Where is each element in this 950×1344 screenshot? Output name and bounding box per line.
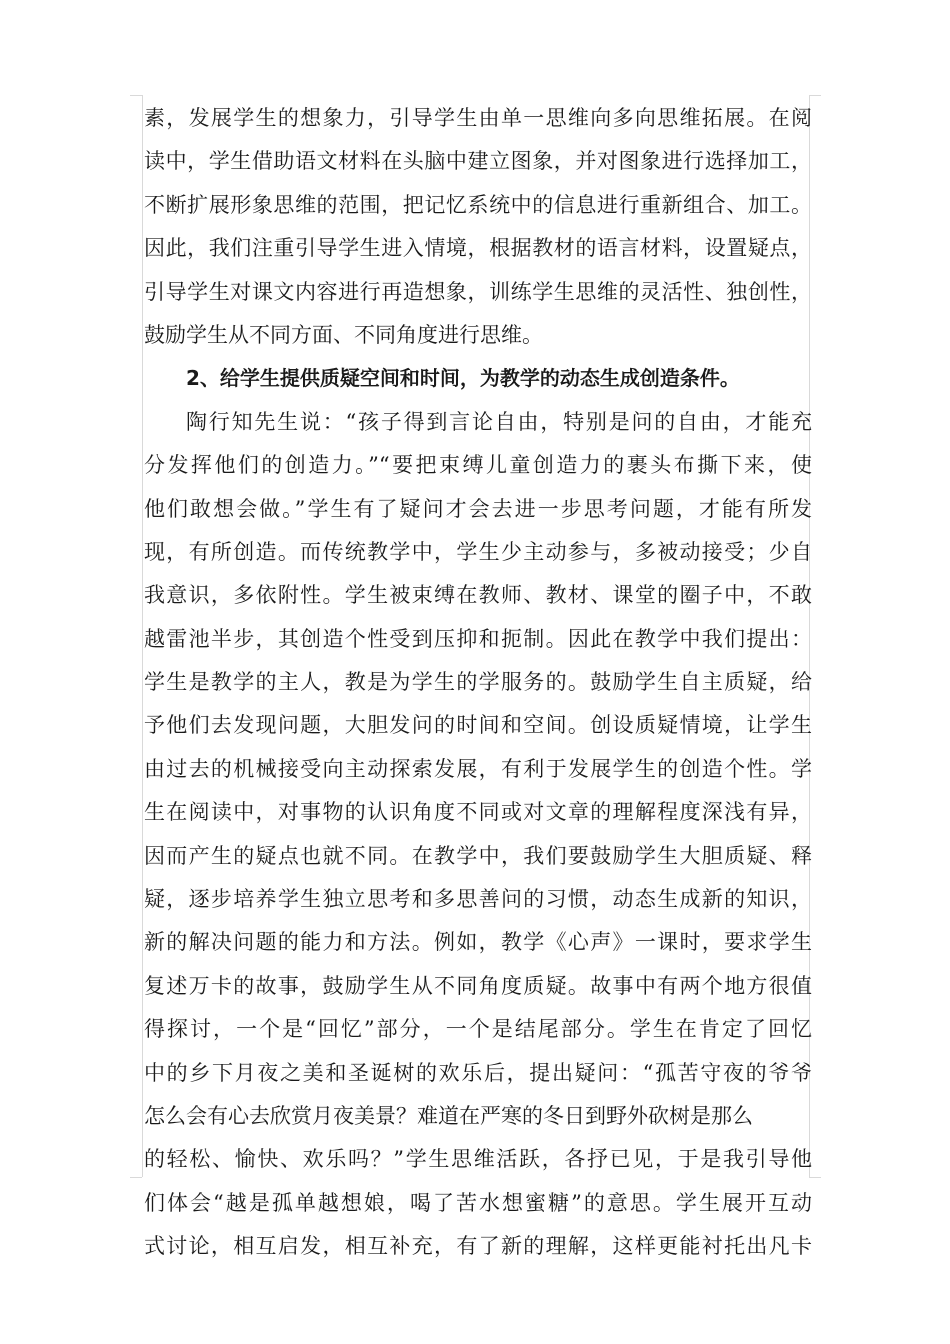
paragraph-line: 读中，学生借助语文材料在头脑中建立图象，并对图象进行选择加工， — [144, 149, 812, 174]
paragraph-line: 式讨论，相互启发，相互补充，有了新的理解，这样更能衬托出凡卡 — [144, 1234, 812, 1259]
paragraph-line: 不断扩展形象思维的范围，把记忆系统中的信息进行重新组合、加工。 — [144, 192, 812, 217]
paragraph-line: 中的乡下月夜之美和圣诞树的欢乐后，提出疑问：“孤苦守夜的爷爷 — [144, 1060, 812, 1085]
text-area-left-guide — [142, 95, 143, 1177]
paragraph-line: 我意识，多依附性。学生被束缚在教师、教材、课堂的圈子中，不敢 — [144, 583, 812, 608]
paragraph-line: 分发挥他们的创造力。”“要把束缚儿童创造力的裹头布撕下来，使 — [144, 453, 812, 478]
paragraph-line: 鼓励学生从不同方面、不同角度进行思维。 — [144, 322, 543, 347]
paragraph-line: 怎么会有心去欣赏月夜美景？难道在严寒的冬日到野外砍树是那么 — [144, 1103, 753, 1128]
paragraph-line: 的轻松、愉快、欢乐吗？”学生思维活跃，各抒已见，于是我引导他 — [144, 1147, 812, 1172]
paragraph-line: 予他们去发现问题，大胆发问的时间和空间。创设质疑情境，让学生 — [144, 713, 812, 738]
paragraph-line: 陶行知先生说：“孩子得到言论自由，特别是问的自由，才能充 — [186, 409, 812, 434]
paragraph-line: 复述万卡的故事，鼓励学生从不同角度质疑。故事中有两个地方很值 — [144, 973, 812, 998]
paragraph-line: 越雷池半步，其创造个性受到压抑和扼制。因此在教学中我们提出： — [144, 626, 812, 651]
paragraph-line: 疑，逐步培养学生独立思考和多思善问的习惯，动态生成新的知识， — [144, 887, 812, 912]
paragraph-line: 因而产生的疑点也就不同。在教学中，我们要鼓励学生大胆质疑、释 — [144, 843, 812, 868]
paragraph-line: 新的解决问题的能力和方法。例如，教学《心声》一课时，要求学生 — [144, 930, 812, 955]
section-heading: 2、给学生提供质疑空间和时间，为教学的动态生成创造条件。 — [186, 366, 740, 391]
document-body — [144, 97, 812, 1269]
paragraph-line: 引导学生对课文内容进行再造想象，训练学生思维的灵活性、独创性， — [144, 279, 812, 304]
paragraph-line: 因此，我们注重引导学生进入情境，根据教材的语言材料，设置疑点， — [144, 236, 812, 261]
paragraph-line: 现，有所创造。而传统教学中，学生少主动参与，多被动接受；少自 — [144, 539, 812, 564]
paragraph-line: 得探讨，一个是“回忆”部分，一个是结尾部分。学生在肯定了回忆 — [144, 1017, 812, 1042]
paragraph-line: 们体会“越是孤单越想娘，喝了苦水想蜜糖”的意思。学生展开互动 — [144, 1190, 812, 1215]
paragraph-line: 素，发展学生的想象力，引导学生由单一思维向多向思维拓展。在阅 — [144, 106, 812, 130]
corner-mark-top-left — [130, 95, 142, 96]
paragraph-line: 由过去的机械接受向主动探索发展，有利于发展学生的创造个性。学 — [144, 756, 812, 781]
paragraph-line: 他们敢想会做。”学生有了疑问才会去进一步思考问题，才能有所发 — [144, 496, 812, 521]
paragraph-line: 生在阅读中，对事物的认识角度不同或对文章的理解程度深浅有异， — [144, 800, 812, 825]
corner-mark-bottom-left — [130, 1177, 142, 1178]
corner-mark-top-right — [809, 95, 821, 96]
paragraph-line: 学生是教学的主人，教是为学生的学服务的。鼓励学生自主质疑，给 — [144, 670, 812, 695]
